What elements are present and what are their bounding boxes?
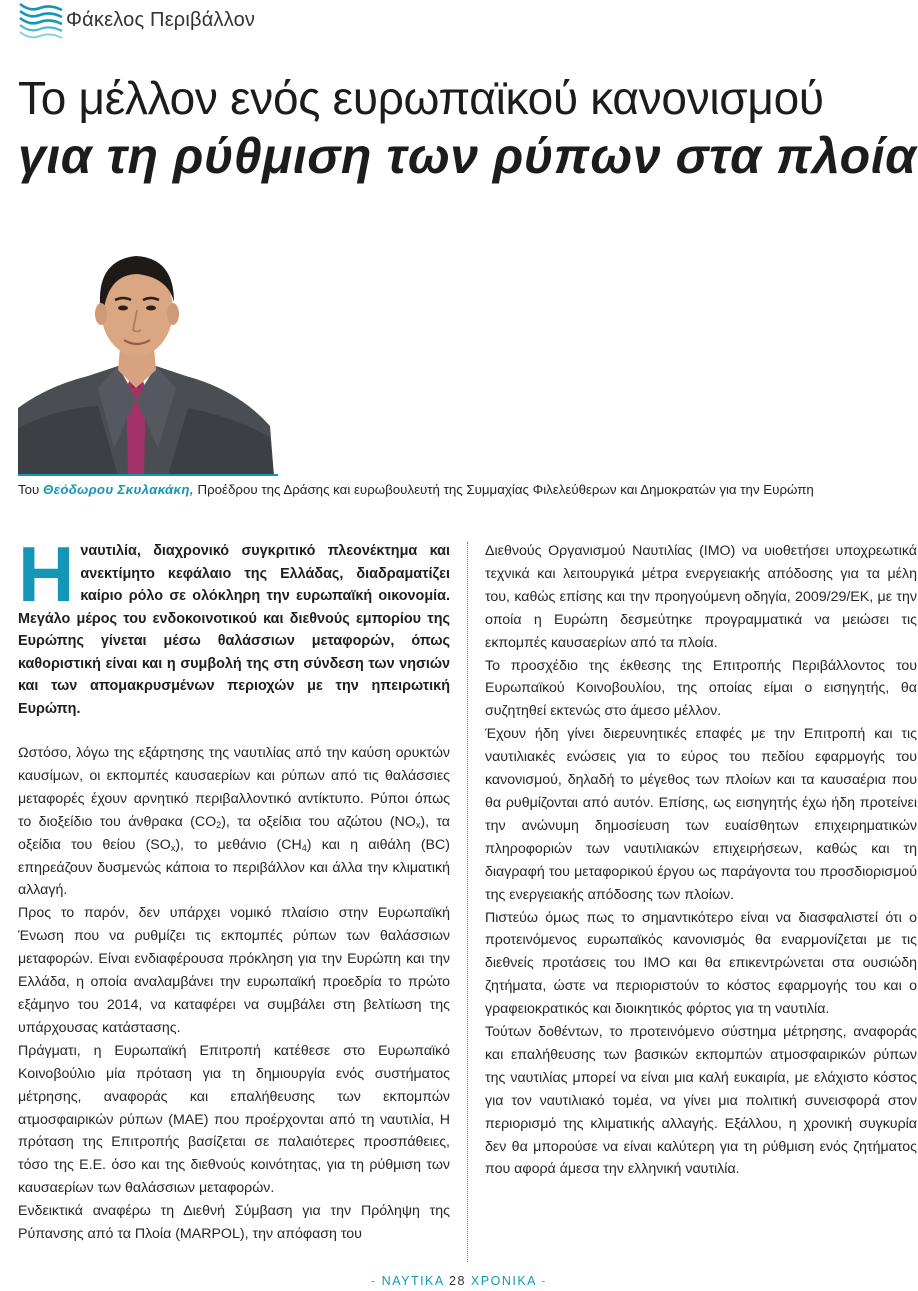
- footer-word: ΝΑΥΤΙΚΑ: [381, 1274, 445, 1288]
- section-label: Φάκελος Περιβάλλον: [66, 9, 256, 31]
- section-header: [18, 0, 318, 50]
- author-portrait: [18, 238, 278, 476]
- paragraph: Τούτων δοθέντων, το προτεινόμενο σύστημα μέτρησης, αναφοράς και επαλήθευσης των βασικών εκπομπών ατμοσφαιρικών ρύπων της ναυτιλίας μπορεί να είναι μια καλή ευκαιρία, με ελάχιστο κόστος για τον ναυτιλιακό τομέα, να γίνει μια πολιτική συνεισφορά στον περιορισμό της κλιματικής αλλαγής. Εξάλλου, η χρονική συγκυρία δεν θα μπορούσε να είναι καλύτερη για τη ρύθμιση ενός ζητήματος που αφορά άμεσα την ελληνική ναυτιλία.: [485, 1024, 917, 1178]
- paragraph: Προς το παρόν, δεν υπάρχει νομικό πλαίσιο στην Ευρωπαϊκή Ένωση που να ρυθμίζει τις εκπομπές ρύπων των θαλάσσιων μεταφορών. Είναι ενδιαφέρουσα πρόκληση για την Ευρώπη και την Ελλάδα, η οποία αναλαμβάνει την ευρωπαϊκή προεδρία το πρώτο εξάμηνο του 2014, να καταφέρει να συμβάλει στη βελτίωση της υπάρχουσας κατάστασης.: [18, 905, 450, 1036]
- author-role: Προέδρου της Δράσης και ευρωβουλευτή της Συμμαχίας Φιλελεύθερων και Δημοκρατών για την Ευρώπη: [197, 482, 814, 497]
- paragraph: Το προσχέδιο της έκθεσης της Επιτροπής Περιβάλλοντος του Ευρωπαϊκού Κοινοβουλίου, της οποίας είμαι ο εισηγητής, θα συζητηθεί εκτενώς στο άμεσο μέλλον.: [485, 657, 917, 720]
- footer-word: ΧΡΟΝΙΚΑ: [470, 1274, 537, 1288]
- drop-cap: Η: [18, 530, 75, 618]
- intro-text: ναυτιλία, διαχρονικό συγκριτικό πλεονέκτημα και ανεκτίμητο κεφάλαιο της Ελλάδας, διαδραματίζει καίριο ρόλο σε ολόκληρη την ευρωπαϊκή οικονομία. Μεγάλο μέρος του ενδοκοινοτικού και διεθνούς εμπορίου της Ευρώπης γίνεται μέσω θαλάσσιων μεταφορών, όπως καθοριστική είναι και η συμβολή της στη σύνδεση των νησιών και των απομακρυσμένων περιοχών με την ηπειρωτική Ευρώπη.: [18, 543, 450, 717]
- paragraph: Πιστεύω όμως πως το σημαντικότερο είναι να διασφαλιστεί ότι ο προτεινόμενος ευρωπαϊκός κανονισμός θα εναρμονίζεται με τις διεθνείς προτάσεις του IMO και θα επικεντρώνεται στα ουσιώδη ζητήματα, ώστε να περιοριστούν το κόστος εφαρμογής του και ο γραφειοκρατικός και διοικητικός φόρτος για τη ναυτιλία.: [485, 909, 917, 1018]
- right-column: [485, 540, 917, 1181]
- column-divider: [467, 542, 468, 1262]
- byline-prefix: Του: [18, 482, 40, 497]
- left-column: [18, 530, 450, 1246]
- byline: [18, 482, 898, 497]
- article-title: [18, 72, 917, 184]
- paragraph: Ωστόσο, λόγω της εξάρτησης της ναυτιλίας από την καύση ορυκτών καυσίμων, οι εκπομπές καυσαερίων και ρύπων από τις θαλάσσιες μεταφορές έχουν αρνητικό περιβαλλοντικό αντίκτυπο. Ρύποι όπως το διοξείδιο του άνθρακα $(CO_2)$, τα οξείδια του αζώτου $(NO_x)$, τα οξείδια του θείου $(SO_x)$, το μεθάνιο $(CH_4)$ και η αιθάλη (BC) επηρεάζουν δυσμενώς κάποια το περιβάλλον και άλλα την κλιματική αλλαγή.: [18, 745, 450, 899]
- author-name: Θεόδωρου Σκυλακάκη,: [43, 482, 194, 497]
- title-line-1: Το μέλλον ενός ευρωπαϊκού κανονισμού: [18, 72, 824, 124]
- page-number: 28: [449, 1274, 466, 1288]
- intro-paragraph: [18, 530, 450, 720]
- paragraph: Ενδεικτικά αναφέρω τη Διεθνή Σύμβαση για την Πρόληψη της Ρύπανσης από τα Πλοία (MARPOL), την απόφαση του: [18, 1203, 450, 1243]
- footer-dash: -: [541, 1274, 547, 1288]
- paragraph: Έχουν ήδη γίνει διερευνητικές επαφές με την Επιτροπή και τις ναυτιλιακές ενώσεις για το εύρος του πεδίου εφαρμογής του κανονισμού, δηλαδή το μέγεθος των πλοίων και τα καυσαέρια που θα ρυθμίζονται από αυτόν. Επίσης, ως εισηγητής έχω ήδη προτείνει την ανώνυμη δημοσίευση των ευαίσθητων επιχειρηματικών πληροφοριών των ναυτιλιακών επιχειρήσεων, καθώς και τη διαγραφή του μεταφορικού έργου ως παράγοντα του προσδιορισμού της ενεργειακής απόδοσης των πλοίων.: [485, 726, 917, 903]
- waves-logo-icon: [18, 0, 64, 46]
- footer-dash: -: [371, 1274, 377, 1288]
- paragraph: Διεθνούς Οργανισμού Ναυτιλίας (IMO) να υιοθετήσει υποχρεωτικά τεχνικά και λειτουργικά μέτρα ενεργειακής απόδοσης για τα μέλη του, καθώς επίσης και την προηγούμενη οδηγία, 2009/29/ΕΚ, με την οποία η Ευρώπη δεσμεύτηκε προγραμματικά να μειώσει τις εκπομπές καυσαερίων από τα πλοία.: [485, 543, 917, 651]
- title-line-2: για τη ρύθμιση των ρύπων στα πλοία: [18, 128, 917, 184]
- paragraph: Πράγματι, η Ευρωπαϊκή Επιτροπή κατέθεσε στο Ευρωπαϊκό Κοινοβούλιο μία πρόταση για τη δημιουργία ενός συστήματος μέτρησης, αναφοράς και επαλήθευσης των εκπομπών ατμοσφαιρικών ρύπων (MAE) που προέρχονται από τη ναυτιλία, Η πρόταση της Επιτροπής βασίζεται σε παλαιότερες προσπάθειες, τόσο της Ε.Ε. όσο και της διεθνούς κοινότητας, για τη ρύθμιση των καυσαερίων των θαλάσσιων μεταφορών.: [18, 1042, 450, 1197]
- page-footer: [0, 1274, 918, 1288]
